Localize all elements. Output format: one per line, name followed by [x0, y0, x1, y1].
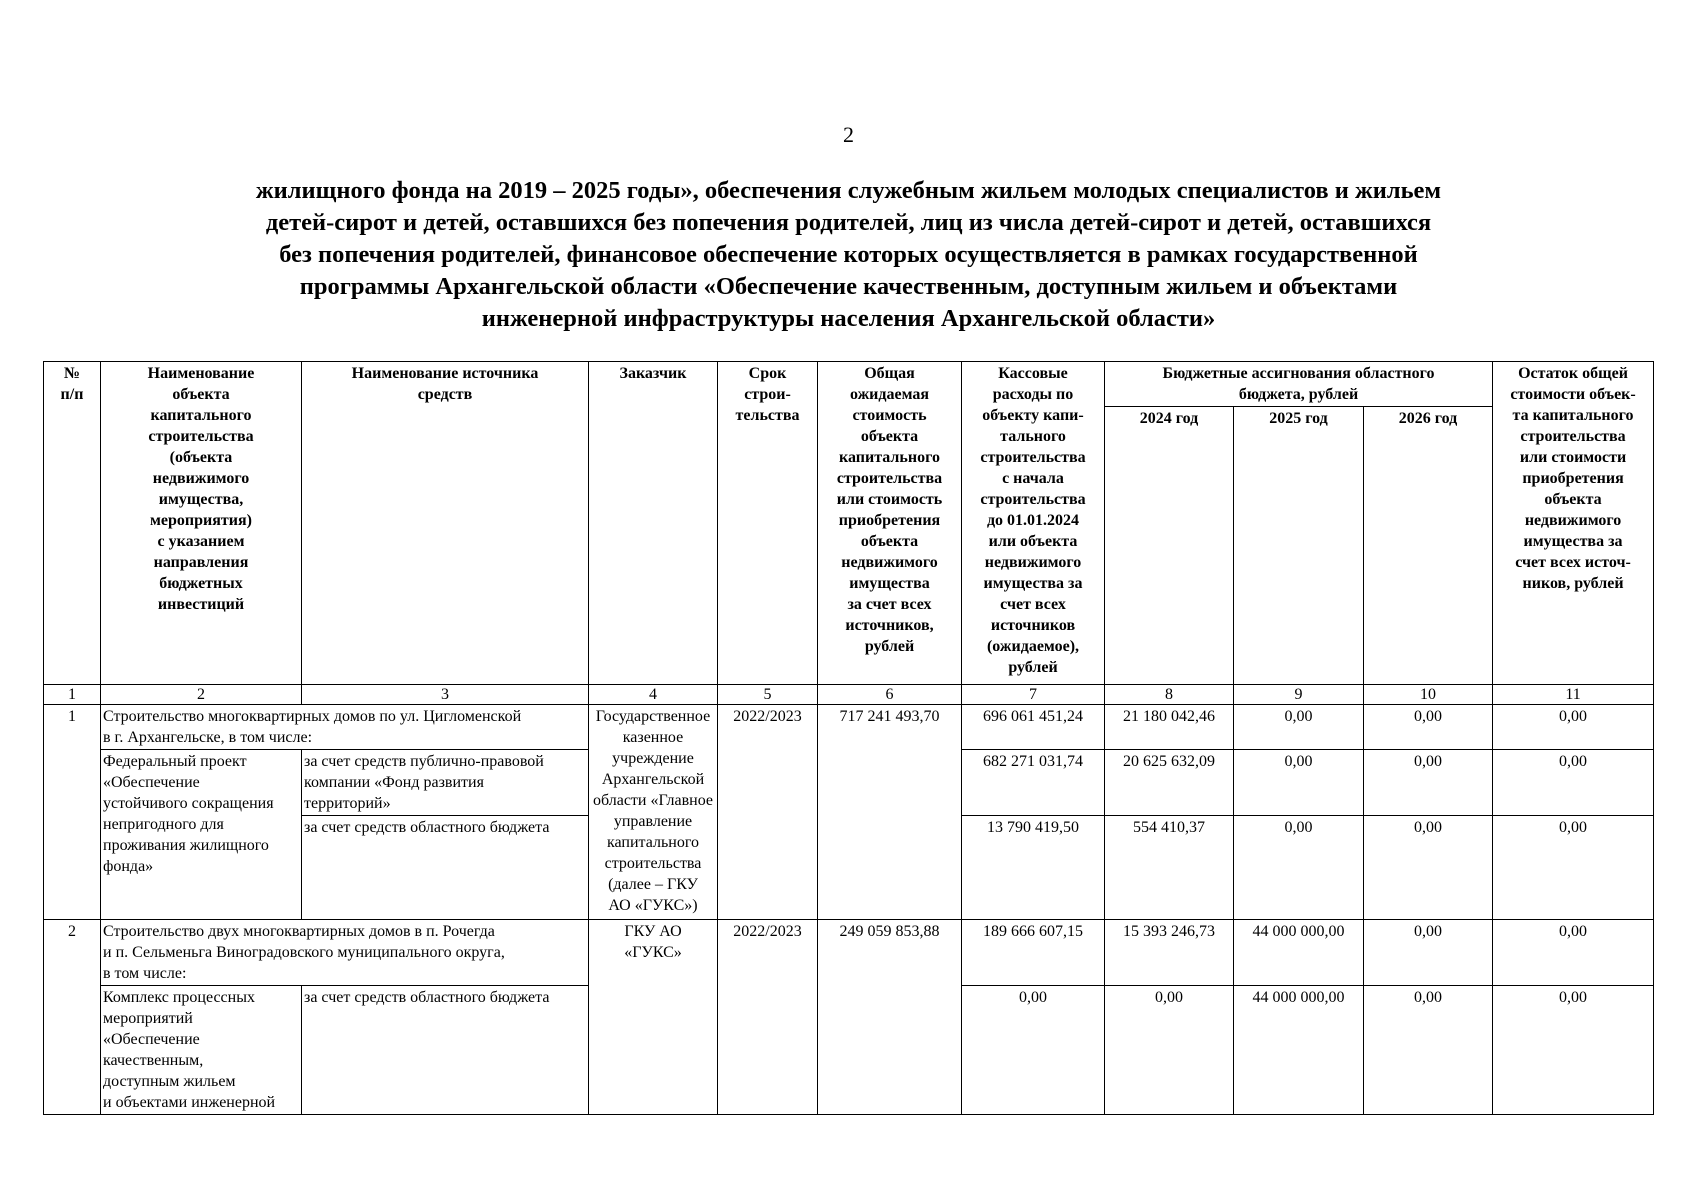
column-numbers-row — [44, 685, 1654, 705]
row-number: 2 — [44, 920, 101, 1115]
heading-line: инженерной инфраструктуры населения Архангельской области» — [481, 305, 1216, 332]
column-number: 1 — [44, 685, 101, 705]
row-number: 1 — [44, 705, 101, 920]
column-number: 7 — [962, 685, 1105, 705]
total-cost: 249 059 853,88 — [818, 920, 962, 1115]
budget-2024: 15 393 246,73 — [1105, 920, 1234, 986]
cash-expenses: 682 271 031,74 — [962, 750, 1105, 816]
header-budget-allocations: Бюджетные ассигнования областного бюджета, рублей — [1105, 362, 1493, 407]
header-source: Наименование источника средств — [302, 362, 589, 685]
header-year-2026: 2026 год — [1364, 407, 1493, 685]
column-number: 10 — [1364, 685, 1493, 705]
cash-expenses: 189 666 607,15 — [962, 920, 1105, 986]
budget-2025: 0,00 — [1234, 705, 1364, 750]
budget-2025: 0,00 — [1234, 750, 1364, 816]
budget-2024: 0,00 — [1105, 986, 1234, 1115]
remainder: 0,00 — [1493, 750, 1654, 816]
cash-expenses: 0,00 — [962, 986, 1105, 1115]
budget-2026: 0,00 — [1364, 816, 1493, 920]
header-object: Наименование объекта капитального строительства (объекта недвижимого имущества, мероприятия) с указанием направления бюджетных инвестиций — [101, 362, 302, 685]
column-number: 11 — [1493, 685, 1654, 705]
budget-2026: 0,00 — [1364, 920, 1493, 986]
budget-2024: 554 410,37 — [1105, 816, 1234, 920]
funding-source: за счет средств публично-правовой компании «Фонд развития территорий» — [302, 750, 589, 816]
cash-expenses: 696 061 451,24 — [962, 705, 1105, 750]
budget-2025: 0,00 — [1234, 816, 1364, 920]
column-number: 9 — [1234, 685, 1364, 705]
remainder: 0,00 — [1493, 705, 1654, 750]
heading-line: без попечения родителей, финансовое обеспечение которых осуществляется в рамках государственной — [279, 241, 1418, 268]
funding-source: за счет средств областного бюджета — [302, 816, 589, 920]
column-number: 8 — [1105, 685, 1234, 705]
header-year-2024: 2024 год — [1105, 407, 1234, 685]
heading-line: жилищного фонда на 2019 – 2025 годы», обеспечения служебным жильем молодых специалистов и жильем — [255, 177, 1442, 204]
budget-table — [43, 361, 1654, 1115]
column-number: 6 — [818, 685, 962, 705]
budget-2025: 44 000 000,00 — [1234, 920, 1364, 986]
remainder: 0,00 — [1493, 816, 1654, 920]
remainder: 0,00 — [1493, 986, 1654, 1115]
header-total-cost: Общая ожидаемая стоимость объекта капитального строительства или стоимость приобретения объекта недвижимого имущества за счет всех источников, рублей — [818, 362, 962, 685]
budget-2025: 44 000 000,00 — [1234, 986, 1364, 1115]
table-row — [44, 705, 1654, 750]
budget-2024: 20 625 632,09 — [1105, 750, 1234, 816]
header-num: № п/п — [44, 362, 101, 685]
sub-object-name: Комплекс процессных мероприятий «Обеспечение качественным, доступным жильем и объектами инженерной — [101, 986, 302, 1115]
budget-2024: 21 180 042,46 — [1105, 705, 1234, 750]
column-number: 2 — [101, 685, 302, 705]
total-cost: 717 241 493,70 — [818, 705, 962, 920]
page-number: 2 — [843, 122, 854, 147]
table-body — [44, 685, 1654, 1115]
sub-object-name: Федеральный проект «Обеспечение устойчивого сокращения непригодного для проживания жилищного фонда» — [101, 750, 302, 920]
remainder: 0,00 — [1493, 920, 1654, 986]
document-heading — [120, 175, 1577, 335]
budget-2026: 0,00 — [1364, 986, 1493, 1115]
column-number: 3 — [302, 685, 589, 705]
header-term: Срок строи- тельства — [718, 362, 818, 685]
header-remainder: Остаток общей стоимости объек- та капитального строительства или стоимости приобретения объекта недвижимого имущества за счет всех источ- ников, рублей — [1493, 362, 1654, 685]
customer-cell: ГКУ АО «ГУКС» — [589, 920, 718, 1115]
budget-2026: 0,00 — [1364, 705, 1493, 750]
header-cash-expenses: Кассовые расходы по объекту капи- тального строительства с начала строительства до 01.01.2024 или объекта недвижимого имущества за счет всех источников (ожидаемое), рублей — [962, 362, 1105, 685]
object-title: Строительство двух многоквартирных домов в п. Рочегда и п. Сельменьга Виноградовского муниципального округа, в том числе: — [101, 920, 589, 986]
column-number: 5 — [718, 685, 818, 705]
construction-term: 2022/2023 — [718, 920, 818, 1115]
funding-source: за счет средств областного бюджета — [302, 986, 589, 1115]
budget-2026: 0,00 — [1364, 750, 1493, 816]
construction-term: 2022/2023 — [718, 705, 818, 920]
header-year-2025: 2025 год — [1234, 407, 1364, 685]
cash-expenses: 13 790 419,50 — [962, 816, 1105, 920]
heading-line: детей-сирот и детей, оставшихся без попечения родителей, лиц из числа детей-сирот и детей, оставшихся — [265, 209, 1432, 236]
table-header — [44, 362, 1654, 685]
customer-cell: Государственное казенное учреждение Архангельской области «Главное управление капитального строительства (далее – ГКУ АО «ГУКС») — [589, 705, 718, 920]
column-number: 4 — [589, 685, 718, 705]
object-title: Строительство многоквартирных домов по ул. Цигломенской в г. Архангельске, в том числе: — [101, 705, 589, 750]
header-customer: Заказчик — [589, 362, 718, 685]
table-row — [44, 920, 1654, 986]
heading-line: программы Архангельской области «Обеспечение качественным, доступным жильем и объектами — [299, 273, 1398, 300]
